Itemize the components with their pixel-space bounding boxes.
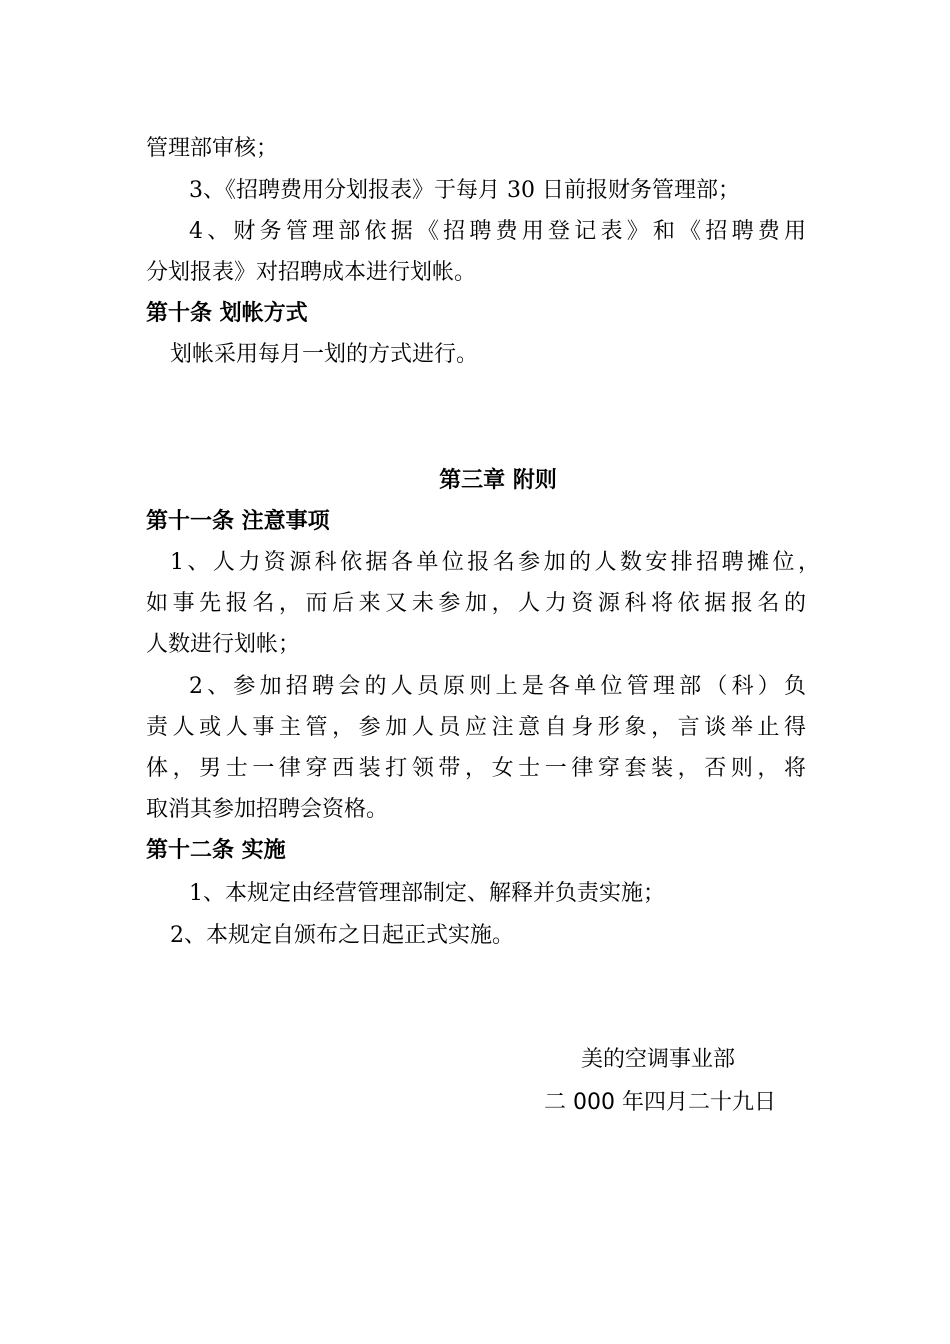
paragraph-line: 分划报表》对招聘成本进行划帐。: [146, 260, 477, 285]
paragraph-line: 取消其参加招聘会资格。: [146, 797, 389, 822]
paragraph-line: 体，男士一律穿西装打领带，女士一律穿套装，否则，将: [146, 756, 806, 781]
list-item-3: 3、《招聘费用分划报表》于每月 30 日前报财务管理部；: [189, 178, 740, 203]
list-item-1: 1、本规定由经营管理部制定、解释并负责实施；: [189, 881, 665, 906]
article-11-heading: 第十一条 注意事项: [146, 509, 330, 534]
signature-organization: 美的空调事业部: [581, 1047, 736, 1072]
article-12-heading: 第十二条 实施: [146, 838, 286, 863]
signature-date: 二 000 年四月二十九日: [544, 1090, 776, 1115]
list-item-2: 2、本规定自颁布之日起正式实施。: [170, 923, 514, 948]
list-item-4: 4、财务管理部依据《招聘费用登记表》和《招聘费用: [189, 219, 806, 244]
paragraph-line: 管理部审核；: [146, 136, 279, 161]
paragraph-line: 如事先报名，而后来又未参加，人力资源科将依据报名的: [146, 591, 806, 616]
paragraph-line: 人数进行划帐；: [146, 632, 301, 657]
list-item-2: 2、参加招聘会的人员原则上是各单位管理部（科）负: [189, 674, 806, 699]
list-item-1: 1、人力资源科依据各单位报名参加的人数安排招聘摊位，: [170, 550, 820, 575]
paragraph-line: 划帐采用每月一划的方式进行。: [170, 342, 479, 367]
chapter-3-heading: 第三章 附则: [439, 468, 557, 493]
article-10-heading: 第十条 划帐方式: [146, 301, 308, 326]
paragraph-line: 责人或人事主管，参加人员应注意自身形象，言谈举止得: [146, 715, 806, 740]
